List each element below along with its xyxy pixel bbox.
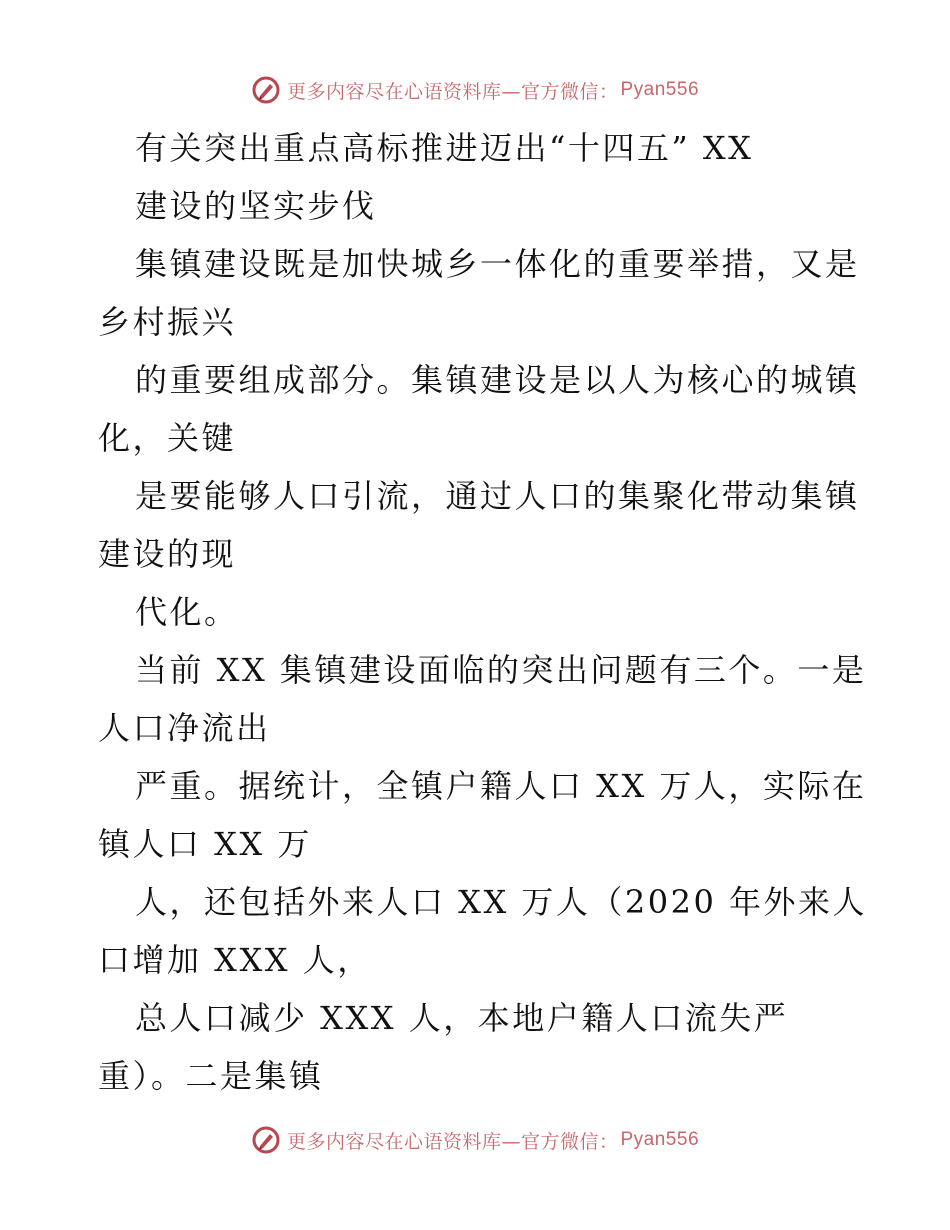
watermark-text: 更多内容尽在心语资料库—官方微信： (286, 1130, 619, 1153)
title-line-1: 有关突出重点高标推进迈出“十四五” XX (135, 129, 754, 167)
text-line: 当前 XX 集镇建设面临的突出问题有三个。一是 (135, 651, 867, 689)
text-line: 化，关键 (98, 419, 237, 457)
text-line: 集镇建设既是加快城乡一体化的重要举措，又是 (135, 245, 860, 283)
watermark-contact: Pyan556 (620, 79, 700, 100)
text-line: 镇人口 XX 万 (98, 825, 312, 863)
text-line: 总人口减少 XXX 人，本地户籍人口流失严 (135, 999, 789, 1037)
text-line: 人口净流出 (98, 709, 271, 747)
text-line: 是要能够人口引流，通过人口的集聚化带动集镇 (135, 477, 860, 515)
header-watermark (0, 70, 950, 110)
text-line: 建设的现 (98, 535, 237, 573)
watermark-text: 更多内容尽在心语资料库—官方微信： (286, 80, 619, 103)
text-line: 的重要组成部分。集镇建设是以人为核心的城镇 (135, 361, 860, 399)
text-line: 严重。据统计，全镇户籍人口 XX 万人，实际在 (135, 767, 867, 805)
title-line-2: 建设的坚实步伐 (135, 187, 377, 225)
text-line: 乡村振兴 (98, 303, 237, 341)
text-line: 口增加 XXX 人， (98, 941, 372, 979)
pen-circle-logo-icon (251, 75, 281, 105)
text-line: 人，还包括外来人口 XX 万人（2020 年外来人 (135, 883, 868, 921)
footer-watermark (0, 1120, 950, 1160)
text-line: 重）。二是集镇 (98, 1057, 324, 1095)
text-line: 代化。 (135, 593, 239, 631)
watermark-contact: Pyan556 (620, 1129, 700, 1150)
pen-circle-logo-icon (251, 1125, 281, 1155)
